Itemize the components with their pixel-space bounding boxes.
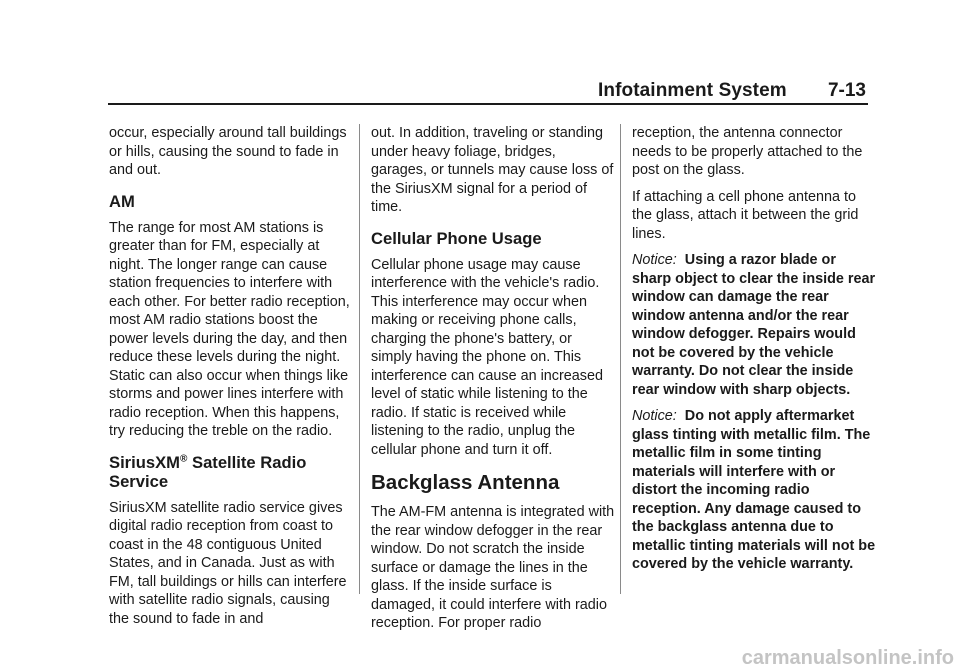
column-1 xyxy=(109,124,353,636)
notice-label: Notice: xyxy=(632,408,677,424)
heading-backglass: Backglass Antenna xyxy=(371,471,560,494)
column-3 xyxy=(632,124,876,582)
column-divider xyxy=(359,124,360,594)
paragraph: out. In addition, traveling or standing under heavy foliage, bridges, garages, or tunnels may cause loss of the SiriusXM signal for a period of time. xyxy=(371,125,614,215)
header-rule xyxy=(108,103,868,105)
notice xyxy=(632,251,876,399)
notice-label: Notice: xyxy=(632,252,677,268)
column-divider xyxy=(620,124,621,594)
notice-body: Using a razor blade or sharp object to clear the inside rear window can damage the rear window antenna and/or the rear window defogger. Repairs would not be covered by the vehicle warranty. Do not clear the inside rear window with sharp objects. xyxy=(632,252,876,398)
heading-text: SiriusXM xyxy=(109,452,181,472)
heading-text: Satellite Radio Service xyxy=(109,452,307,491)
column-2 xyxy=(371,124,615,641)
notice-body: Do not apply aftermarket glass tinting with metallic film. The metallic film in some tinting materials will interfere with or distort the incoming radio reception. Any damage caused to the backglass antenna due to metallic tinting materials will not be covered by the vehicle warranty. xyxy=(632,408,876,572)
heading-am: AM xyxy=(109,191,135,211)
heading-cellular: Cellular Phone Usage xyxy=(371,228,542,248)
page-number: 7-13 xyxy=(827,80,866,101)
paragraph: The AM-FM antenna is integrated with the rear window defogger in the rear window. Do not scratch the inside surface or damage the lines in the glass. If the inside surface is damaged, it could interfere with radio reception. For proper radio xyxy=(371,504,615,631)
paragraph: reception, the antenna connector needs to be properly attached to the post on the glass. xyxy=(632,125,863,178)
heading-siriusxm xyxy=(109,453,353,491)
registered-mark: ® xyxy=(180,452,188,464)
paragraph: SiriusXM satellite radio service gives digital radio reception from coast to coast in the 48 contiguous United States, and in Canada. Just as with FM, tall buildings or hills can interfere with satellite radio signals, causing the sound to fade in and xyxy=(109,499,347,627)
paragraph: occur, especially around tall buildings or hills, causing the sound to fade in and out. xyxy=(109,125,347,178)
watermark: carmanualsonline.info xyxy=(741,647,954,669)
paragraph: If attaching a cell phone antenna to the glass, attach it between the grid lines. xyxy=(632,188,859,242)
section-title: Infotainment System xyxy=(598,80,787,101)
paragraph: Cellular phone usage may cause interference with the vehicle's radio. This interference may occur when making or receiving phone calls, charging the phone's battery, or simply having the phone on. This interference can cause an increased level of static while listening to the radio. If static is received while listening to the radio, unplug the cellular phone and turn it off. xyxy=(371,256,603,458)
paragraph: The range for most AM stations is greater than for FM, especially at night. The longer range can cause station frequencies to interfere with each other. For better radio reception, most AM radio stations boost the power levels during the day, and then reduce these levels during the night. Static can also occur when things like storms and power lines interfere with radio reception. When this happens, try reducing the treble on the radio. xyxy=(109,219,350,439)
notice xyxy=(632,407,876,574)
